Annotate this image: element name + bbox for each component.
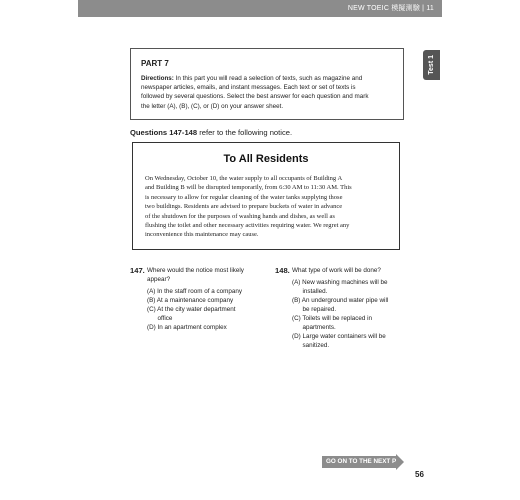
directions-line: the letter (A), (B), (C), or (D) on your answer sheet. — [141, 102, 284, 110]
question-147 — [130, 266, 270, 346]
directions-line: followed by several questions. Select the best answer for each question and mark — [141, 93, 369, 101]
directions-text — [141, 74, 396, 111]
question-stem: What type of work will be done? — [292, 267, 381, 274]
answer-option-d[interactable]: (D) In an apartment complex — [147, 324, 227, 331]
question-number: 148. — [275, 266, 290, 275]
directions-label: Directions: — [141, 75, 174, 82]
part-directions-box — [130, 48, 404, 120]
notice-line: of the shutdown for the purposes of washing hands and dishes, as well as — [145, 212, 335, 220]
next-page-banner — [322, 456, 410, 468]
notice-box — [132, 142, 400, 250]
header-bar — [78, 0, 442, 17]
directions-line: Directions: In this part you will read a selection of texts, such as magazine and — [141, 75, 363, 82]
notice-line: and Building B will be disrupted temporarily, from 6:30 AM to 11:30 AM. This — [145, 184, 352, 192]
notice-line: On Wednesday, October 10, the water supply to all occupants of Building A — [145, 175, 343, 182]
questions-intro-rest: refer to the following notice. — [197, 128, 293, 137]
part-title: PART 7 — [141, 59, 169, 68]
notice-line: flushing the toilet and other necessary activities requiring water. We regret any — [145, 222, 350, 230]
notice-line: is necessary to allow for regular cleaning of the water tanks supplying those — [145, 193, 343, 201]
answer-option-a[interactable]: (A) New washing machines will be installed. — [292, 279, 388, 296]
notice-line: two buildings. Residents are advised to prepare buckets of water in advance — [145, 203, 343, 211]
answer-option-a[interactable]: (A) In the staff room of a company — [147, 288, 243, 295]
answer-option-b[interactable]: (B) At a maintenance company — [147, 297, 234, 304]
questions-intro — [130, 128, 292, 137]
question-stem: Where would the notice most likely appear? — [147, 267, 244, 284]
directions-line: newspaper articles, emails, and instant messages. Each text or set of texts is — [141, 84, 356, 92]
page-number: 56 — [415, 470, 424, 479]
test-tab-label: Test 1 — [428, 55, 435, 75]
header-label: NEW TOEIC 模擬測驗 | 11 — [347, 5, 434, 12]
next-page-arrow-icon — [396, 454, 404, 470]
question-148 — [275, 266, 415, 356]
answer-option-d[interactable]: (D) Large water containers will be sanitized. — [292, 333, 386, 350]
answer-option-c[interactable]: (C) At the city water department office — [147, 306, 236, 323]
answer-option-c[interactable]: (C) Toilets will be replaced in apartments. — [292, 315, 373, 332]
notice-body — [145, 174, 388, 240]
next-page-label: GO ON TO THE NEXT PAGE — [326, 458, 410, 465]
notice-title: To All Residents — [223, 153, 309, 165]
answer-option-b[interactable]: (B) An underground water pipe will be repaired. — [292, 297, 389, 314]
question-number: 147. — [130, 266, 145, 275]
questions-range: Questions 147-148 — [130, 128, 198, 137]
test-tab — [423, 50, 440, 80]
notice-line: inconvenience this maintenance may cause. — [145, 231, 259, 239]
